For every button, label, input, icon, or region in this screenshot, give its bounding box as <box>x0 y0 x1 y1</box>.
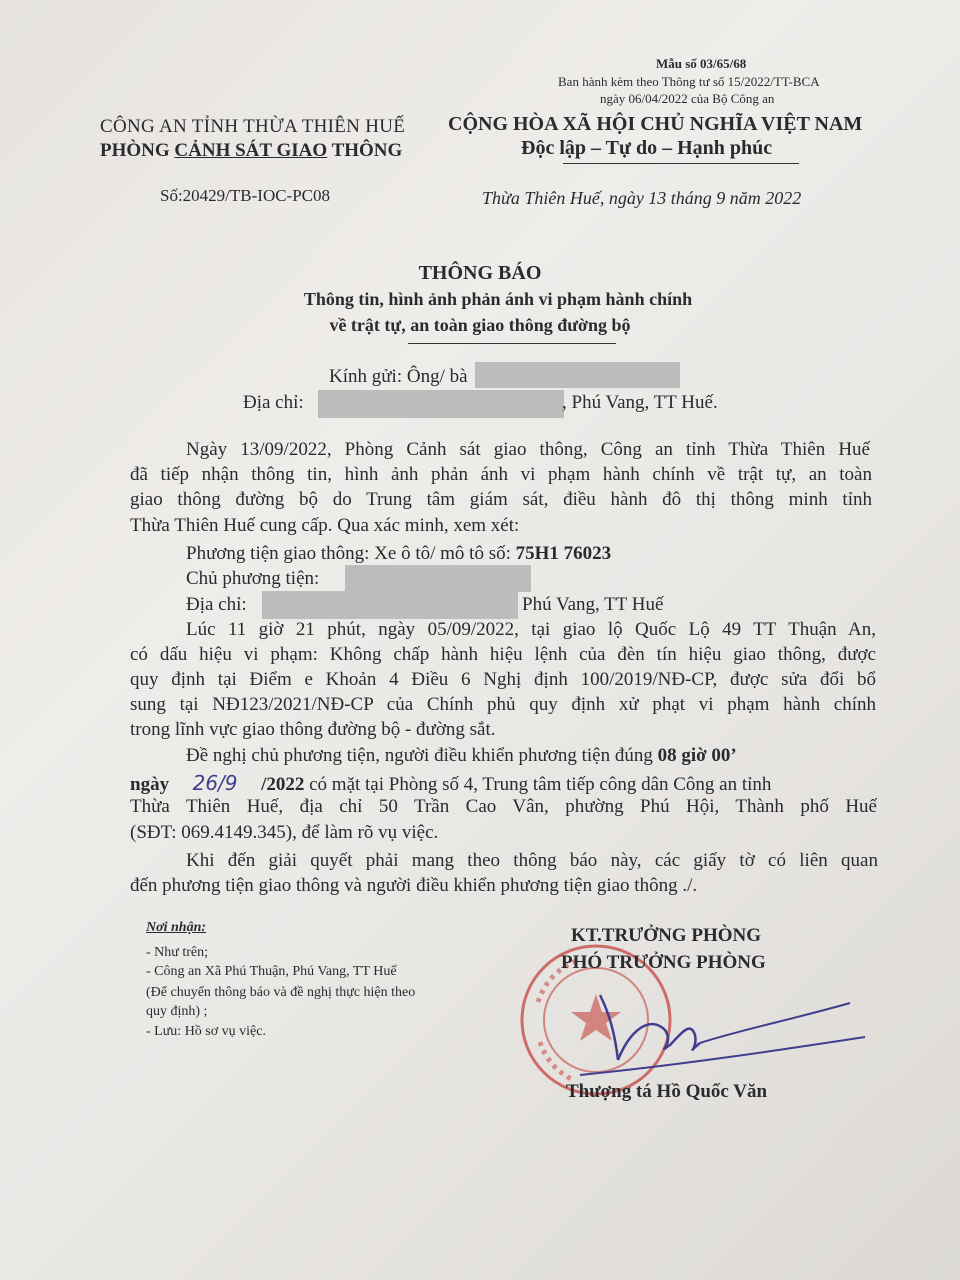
appointment-day-label: ngày <box>130 774 170 795</box>
body-p2-line1: Lúc 11 giờ 21 phút, ngày 05/09/2022, tại giao lộ Quốc Lộ 49 TT Thuận An, <box>186 619 876 640</box>
agency-department-part2: CẢNH SÁT GIAO <box>174 140 328 161</box>
recipient-address-label: Địa chỉ: <box>243 392 304 413</box>
redacted-recipient-name <box>475 362 680 388</box>
body-p3-line2-text: có mặt tại Phòng số 4, Trung tâm tiếp công dân Công an tỉnh <box>304 774 772 795</box>
national-motto: Độc lập – Tự do – Hạnh phúc <box>521 137 773 159</box>
body-p1-line4: Thừa Thiên Huế cung cấp. Qua xác minh, xem xét: <box>130 515 520 536</box>
document-title: THÔNG BÁO <box>418 262 542 284</box>
appointment-year: /2022 <box>261 774 305 795</box>
body-p1-line1: Ngày 13/09/2022, Phòng Cảnh sát giao thông, Công an tỉnh Thừa Thiên Huế <box>186 439 870 460</box>
owner-label: Chủ phương tiện: <box>186 568 320 589</box>
appointment-time: 08 giờ 00’ <box>657 745 737 766</box>
body-p3-line3: Thừa Thiên Huế, địa chỉ 50 Trần Cao Vân, phường Phú Hội, Thành phố Huế <box>130 796 877 817</box>
redacted-owner-address <box>262 591 518 619</box>
body-p3-line2 <box>130 771 771 796</box>
document-number: Số:20429/TB-IOC-PC08 <box>160 186 331 205</box>
recipients-item: quy định) ; <box>146 1004 208 1019</box>
body-p3-line1 <box>186 745 737 767</box>
recipients-item: - Như trên; <box>146 945 209 960</box>
agency-name: CÔNG AN TỈNH THỪA THIÊN HUẾ <box>100 116 406 137</box>
vehicle-label: Phương tiện giao thông: Xe ô tô/ mô tô số: <box>186 543 516 564</box>
handwritten-appointment-date: 26/9 <box>192 771 238 795</box>
body-p2-line2: có dấu hiệu vi phạm: Không chấp hành hiệu lệnh của đèn tín hiệu giao thông, được <box>130 644 876 665</box>
recipients-item: (Để chuyển thông báo và đề nghị thực hiện theo <box>146 985 416 1000</box>
issued-by-line2: ngày 06/04/2022 của Bộ Công an <box>600 91 775 106</box>
owner-address-label: Địa chỉ: <box>186 594 247 615</box>
redacted-owner-name <box>345 565 531 592</box>
recipients-title: Nơi nhận: <box>146 920 207 935</box>
form-number: Mẫu số 03/65/68 <box>656 56 747 71</box>
recipient-address-tail: , Phú Vang, TT Huế. <box>562 392 718 413</box>
body-p3-line4: (SĐT: 069.4149.345), để làm rõ vụ việc. <box>130 822 439 843</box>
signature-title-line1: KT.TRƯỞNG PHÒNG <box>571 925 761 946</box>
owner-address-tail: Phú Vang, TT Huế <box>522 594 664 615</box>
agency-department-part3: THÔNG <box>327 140 403 161</box>
body-p1-line3: giao thông đường bộ do Trung tâm giám sát, điều hành đô thị thông minh tỉnh <box>130 489 872 510</box>
body-p1-line2: đã tiếp nhận thông tin, hình ảnh phản ánh vi phạm hành chính về trật tự, an toàn <box>130 464 872 485</box>
body-p2-line4: sung tại NĐ123/2021/NĐ-CP của Chính phủ quy định xử phạt vi phạm hành chính <box>130 694 876 715</box>
national-title: CỘNG HÒA XÃ HỘI CHỦ NGHĨA VIỆT NAM <box>448 113 863 135</box>
body-p2-line3: quy định tại Điểm e Khoản 4 Điều 6 Nghị định 100/2019/NĐ-CP, được sửa đổi bổ <box>130 669 876 690</box>
handwritten-signature-icon <box>560 975 880 1095</box>
agency-department <box>100 140 402 162</box>
recipient-label: Kính gửi: Ông/ bà <box>329 366 468 387</box>
document-subtitle-line1: Thông tin, hình ảnh phản ánh vi phạm hành chính <box>303 289 693 309</box>
issued-by-line1: Ban hành kèm theo Thông tư số 15/2022/TT-BCA <box>558 74 820 89</box>
vehicle-plate: 75H1 76023 <box>515 543 612 564</box>
signature-title-line2: PHÓ TRƯỞNG PHÒNG <box>561 952 766 973</box>
subtitle-underline <box>408 343 616 344</box>
vehicle-line <box>186 543 611 565</box>
place-and-date: Thừa Thiên Huế, ngày 13 tháng 9 năm 2022 <box>482 188 802 208</box>
recipients-item: - Công an Xã Phú Thuận, Phú Vang, TT Huế <box>146 964 397 979</box>
motto-underline <box>563 163 799 164</box>
body-p4-line2: đến phương tiện giao thông và người điều khiển phương tiện giao thông ./. <box>130 875 698 896</box>
signer-name: Thượng tá Hồ Quốc Văn <box>566 1081 768 1102</box>
body-p2-line5: trong lĩnh vực giao thông đường bộ - đường sắt. <box>130 719 496 740</box>
body-p4-line1: Khi đến giải quyết phải mang theo thông báo này, các giấy tờ có liên quan <box>186 850 878 871</box>
document-subtitle-line2: về trật tự, an toàn giao thông đường bộ <box>329 315 631 335</box>
redacted-recipient-address <box>318 390 564 418</box>
body-p3-line1-text: Đề nghị chủ phương tiện, người điều khiển phương tiện đúng <box>186 745 658 766</box>
agency-department-part1: PHÒNG <box>100 140 175 161</box>
recipients-item: - Lưu: Hồ sơ vụ việc. <box>146 1024 266 1039</box>
